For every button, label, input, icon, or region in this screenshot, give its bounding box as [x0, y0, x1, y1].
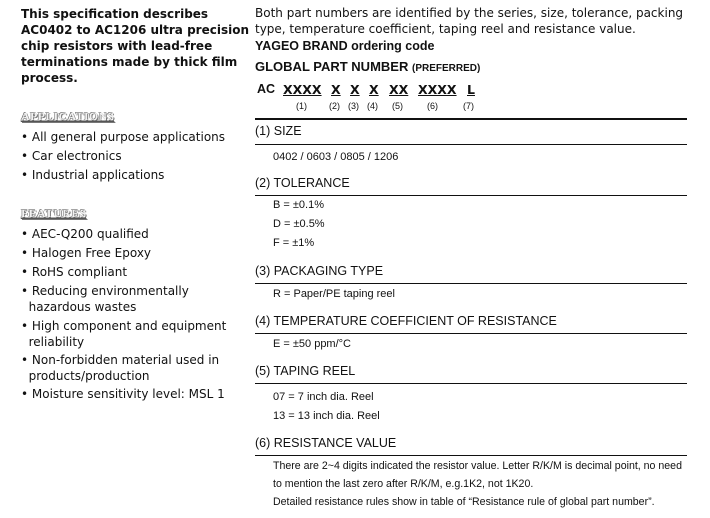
divider [255, 283, 687, 284]
feature-item: • High component and equipment reliability [21, 319, 227, 349]
divider-thick [255, 118, 687, 120]
code-packaging: X [350, 82, 360, 97]
feature-item: • AEC-Q200 qualified [21, 227, 149, 241]
application-item: • Car electronics [21, 149, 122, 163]
feature-item: • Moisture sensitivity level: MSL 1 [21, 387, 225, 401]
feature-item: • Halogen Free Epoxy [21, 246, 152, 260]
features-heading: FEATURES [21, 206, 87, 220]
divider [255, 195, 687, 196]
application-item: • Industrial applications [21, 168, 165, 182]
section-value: 0402 / 0603 / 0805 / 1206 [273, 151, 399, 163]
code-tolerance: X [331, 82, 341, 97]
code-prefix: AC [257, 82, 276, 96]
global-part-number-title [255, 59, 480, 74]
section-value: D = ±0.5% [273, 218, 325, 230]
feature-item: • Reducing environmentally hazardous wastes [21, 284, 189, 314]
code-reel: XX [389, 82, 409, 97]
divider [255, 333, 687, 334]
divider [255, 144, 687, 145]
section-title: (4) TEMPERATURE COEFFICIENT OF RESISTANCE [255, 314, 557, 328]
section-value: E = ±50 ppm/°C [273, 338, 351, 350]
section-value: 13 = 13 inch dia. Reel [273, 410, 380, 422]
code-num: (1) [296, 101, 307, 111]
intro-line: This specification describes [21, 7, 209, 21]
right-intro-line: Both part numbers are identified by the series, size, tolerance, packing [255, 6, 684, 20]
code-tcr: X [369, 82, 379, 97]
application-item: • All general purpose applications [21, 130, 226, 144]
section-title: (3) PACKAGING TYPE [255, 264, 384, 278]
code-num: (5) [392, 101, 403, 111]
code-num: (7) [463, 101, 474, 111]
feature-item: • Non-forbidden material used in products/production [21, 353, 220, 383]
divider [255, 455, 687, 456]
intro-line: process. [21, 71, 78, 85]
applications-heading: APPLICATIONS [21, 109, 115, 123]
code-resistance: XXXX [418, 82, 457, 97]
global-label: GLOBAL PART NUMBER [255, 59, 409, 74]
intro-line: terminations made by thick film [21, 55, 238, 69]
code-num: (3) [348, 101, 359, 111]
section-value: R = Paper/PE taping reel [273, 288, 395, 300]
intro-line: AC0402 to AC1206 ultra precision [21, 23, 249, 37]
section-title: (6) RESISTANCE VALUE [255, 436, 397, 450]
right-intro-line: type, temperature coefficient, taping reel and resistance value. [255, 22, 636, 36]
section-value: F = ±1% [273, 237, 315, 249]
section-title: (5) TAPING REEL [255, 364, 356, 378]
feature-item: • RoHS compliant [21, 265, 128, 279]
section-title: (2) TOLERANCE [255, 176, 350, 190]
intro-line: chip resistors with lead-free [21, 39, 213, 53]
section-value: B = ±0.1% [273, 199, 324, 211]
section-title: (1) SIZE [255, 124, 302, 138]
code-size: XXXX [283, 82, 322, 97]
brand-title: YAGEO BRAND ordering code [255, 39, 435, 53]
section-value: 07 = 7 inch dia. Reel [273, 391, 374, 403]
divider [255, 383, 687, 384]
code-default: L [467, 82, 475, 97]
code-num: (2) [329, 101, 340, 111]
section-value: There are 2~4 digits indicated the resistor value. Letter R/K/M is decimal point, no need [273, 460, 682, 472]
code-num: (6) [427, 101, 438, 111]
preferred-label: (PREFERRED) [411, 63, 481, 74]
code-num: (4) [367, 101, 378, 111]
section-value: to mention the last zero after R/K/M, e.g.1K2, not 1K20. [273, 478, 534, 490]
section-value: Detailed resistance rules show in table of “Resistance rule of global part number”. [273, 496, 655, 508]
